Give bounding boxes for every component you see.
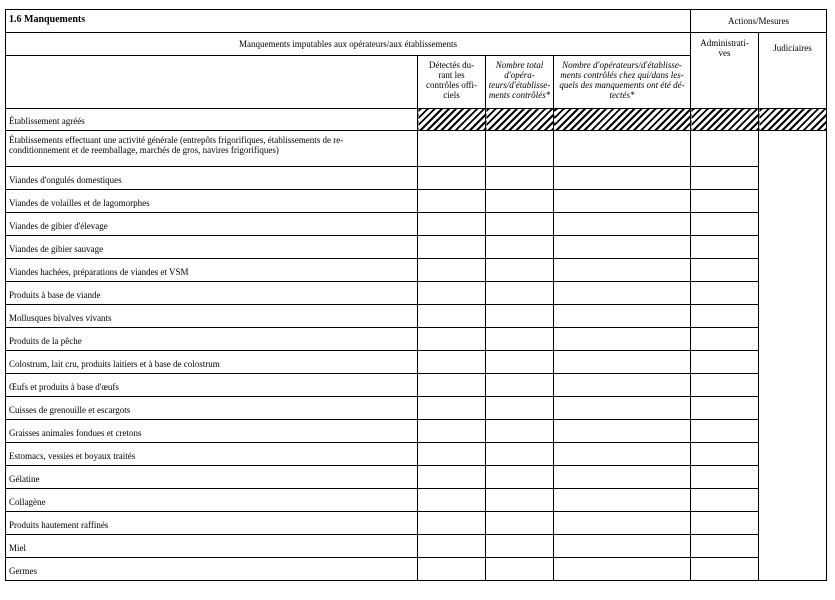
- row-label: Graisses animales fondues et cretons: [6, 420, 418, 443]
- table-row: [6, 558, 827, 581]
- data-cell[interactable]: [691, 167, 759, 190]
- data-cell[interactable]: [691, 259, 759, 282]
- data-cell[interactable]: [418, 131, 486, 167]
- table-row: [6, 489, 827, 512]
- data-cell[interactable]: [554, 305, 691, 328]
- data-cell[interactable]: [691, 512, 759, 535]
- data-cell[interactable]: [691, 282, 759, 305]
- data-cell[interactable]: [554, 466, 691, 489]
- table-row: [6, 466, 827, 489]
- hatched-cell: [486, 109, 554, 131]
- data-cell[interactable]: [554, 535, 691, 558]
- data-cell[interactable]: [486, 466, 554, 489]
- data-cell[interactable]: [486, 420, 554, 443]
- row-label: Gélatine: [6, 466, 418, 489]
- row-label: Œufs et produits à base d'œufs: [6, 374, 418, 397]
- data-cell[interactable]: [554, 213, 691, 236]
- table-row: [6, 131, 827, 167]
- data-cell[interactable]: [486, 236, 554, 259]
- data-cell[interactable]: [418, 351, 486, 374]
- judiciaires-cell[interactable]: [759, 131, 827, 581]
- hatched-cell: [691, 109, 759, 131]
- col-nombre-total: Nombre total d'opéra- teurs/d'établisse- ments contrôlés*: [486, 56, 554, 109]
- data-cell[interactable]: [418, 512, 486, 535]
- data-cell[interactable]: [486, 131, 554, 167]
- table-row: [6, 328, 827, 351]
- row-label: Viandes de gibier sauvage: [6, 236, 418, 259]
- data-cell[interactable]: [554, 259, 691, 282]
- table-row: [6, 282, 827, 305]
- data-cell[interactable]: [554, 489, 691, 512]
- actions-header: Actions/Mesures: [691, 10, 827, 33]
- table-row: [6, 305, 827, 328]
- row-label: Viandes hachées, préparations de viandes et VSM: [6, 259, 418, 282]
- section-title: 1.6 Manquements: [6, 10, 691, 33]
- table-row: [6, 190, 827, 213]
- data-cell[interactable]: [554, 282, 691, 305]
- col-judiciaires: Judiciaires: [759, 33, 827, 109]
- data-cell[interactable]: [418, 420, 486, 443]
- data-cell[interactable]: [486, 282, 554, 305]
- row-label: Germes: [6, 558, 418, 581]
- data-cell[interactable]: [486, 213, 554, 236]
- data-cell[interactable]: [554, 374, 691, 397]
- group-header: Manquements imputables aux opérateurs/aux établissements: [6, 33, 691, 56]
- row-label: Viandes de gibier d'élevage: [6, 213, 418, 236]
- hatched-row-label: Établissement agréés: [6, 109, 418, 131]
- data-cell[interactable]: [486, 259, 554, 282]
- col-nombre-manquements: Nombre d'opérateurs/d'établisse- ments contrôlés chez qui/dans les- quels des manquements ont été dé- tectés*: [554, 56, 691, 109]
- data-cell[interactable]: [486, 190, 554, 213]
- hatched-cell: [759, 109, 827, 131]
- data-cell[interactable]: [554, 420, 691, 443]
- table-row: [6, 443, 827, 466]
- data-cell[interactable]: [691, 466, 759, 489]
- data-cell[interactable]: [691, 190, 759, 213]
- manquements-document: [5, 9, 827, 581]
- col-detectes: Détectés du- rant les contrôles offi- ciels: [418, 56, 486, 109]
- data-cell[interactable]: [691, 236, 759, 259]
- data-cell[interactable]: [418, 236, 486, 259]
- table-row: [6, 420, 827, 443]
- data-cell[interactable]: [554, 351, 691, 374]
- data-cell[interactable]: [691, 558, 759, 581]
- table-row: [6, 351, 827, 374]
- data-cell[interactable]: [691, 328, 759, 351]
- data-cell[interactable]: [418, 558, 486, 581]
- data-cell[interactable]: [691, 131, 759, 167]
- table-row: [6, 236, 827, 259]
- data-cell[interactable]: [691, 489, 759, 512]
- hatched-cell: [418, 109, 486, 131]
- data-cell[interactable]: [418, 167, 486, 190]
- manquements-table: [5, 9, 827, 581]
- table-row: [6, 374, 827, 397]
- data-cell[interactable]: [418, 535, 486, 558]
- data-cell[interactable]: [691, 397, 759, 420]
- data-cell[interactable]: [486, 489, 554, 512]
- data-cell[interactable]: [486, 305, 554, 328]
- row-label: Viandes d'ongulés domestiques: [6, 167, 418, 190]
- data-cell[interactable]: [418, 190, 486, 213]
- data-cell[interactable]: [691, 213, 759, 236]
- row-label: Cuisses de grenouille et escargots: [6, 397, 418, 420]
- data-cell[interactable]: [691, 305, 759, 328]
- header-blank: [6, 56, 418, 109]
- data-cell[interactable]: [418, 259, 486, 282]
- row-label: Collagène: [6, 489, 418, 512]
- data-cell[interactable]: [418, 213, 486, 236]
- data-cell[interactable]: [418, 489, 486, 512]
- data-cell[interactable]: [486, 535, 554, 558]
- data-cell[interactable]: [554, 167, 691, 190]
- table-row: [6, 535, 827, 558]
- data-cell[interactable]: [554, 558, 691, 581]
- data-cell[interactable]: [554, 512, 691, 535]
- data-cell[interactable]: [486, 443, 554, 466]
- row-label: Estomacs, vessies et boyaux traités: [6, 443, 418, 466]
- row-label: Viandes de volailles et de lagomorphes: [6, 190, 418, 213]
- data-cell[interactable]: [691, 443, 759, 466]
- table-row: [6, 512, 827, 535]
- data-cell[interactable]: [554, 397, 691, 420]
- data-cell[interactable]: [691, 420, 759, 443]
- row-label: Produits de la pêche: [6, 328, 418, 351]
- data-cell[interactable]: [418, 397, 486, 420]
- data-cell[interactable]: [418, 374, 486, 397]
- data-cell[interactable]: [486, 167, 554, 190]
- col-administratives: Administrati- ves: [691, 33, 759, 109]
- data-cell[interactable]: [418, 282, 486, 305]
- data-cell[interactable]: [554, 131, 691, 167]
- data-cell[interactable]: [486, 558, 554, 581]
- row-label: Mollusques bivalves vivants: [6, 305, 418, 328]
- table-row: [6, 259, 827, 282]
- data-cell[interactable]: [418, 328, 486, 351]
- data-cell[interactable]: [486, 397, 554, 420]
- row-label: Produits à base de viande: [6, 282, 418, 305]
- hatched-cell: [554, 109, 691, 131]
- row-label: Colostrum, lait cru, produits laitiers et à base de colostrum: [6, 351, 418, 374]
- data-cell[interactable]: [418, 443, 486, 466]
- row-label: Produits hautement raffinés: [6, 512, 418, 535]
- data-cell[interactable]: [554, 236, 691, 259]
- row-label: Miel: [6, 535, 418, 558]
- data-cell[interactable]: [691, 535, 759, 558]
- data-cell[interactable]: [418, 305, 486, 328]
- data-cell[interactable]: [486, 328, 554, 351]
- table-row: [6, 213, 827, 236]
- data-cell[interactable]: [486, 351, 554, 374]
- data-cell[interactable]: [554, 190, 691, 213]
- table-row: [6, 167, 827, 190]
- data-cell[interactable]: [554, 443, 691, 466]
- data-cell[interactable]: [691, 351, 759, 374]
- data-cell[interactable]: [691, 374, 759, 397]
- data-cell[interactable]: [486, 512, 554, 535]
- table-row: [6, 397, 827, 420]
- data-cell[interactable]: [554, 328, 691, 351]
- row-label: Établissements effectuant une activité générale (entrepôts frigorifiques, établissements de re- conditionnement et de reemballage, marchés de gros, navires frigorifiques): [6, 131, 418, 167]
- data-cell[interactable]: [486, 374, 554, 397]
- data-cell[interactable]: [418, 466, 486, 489]
